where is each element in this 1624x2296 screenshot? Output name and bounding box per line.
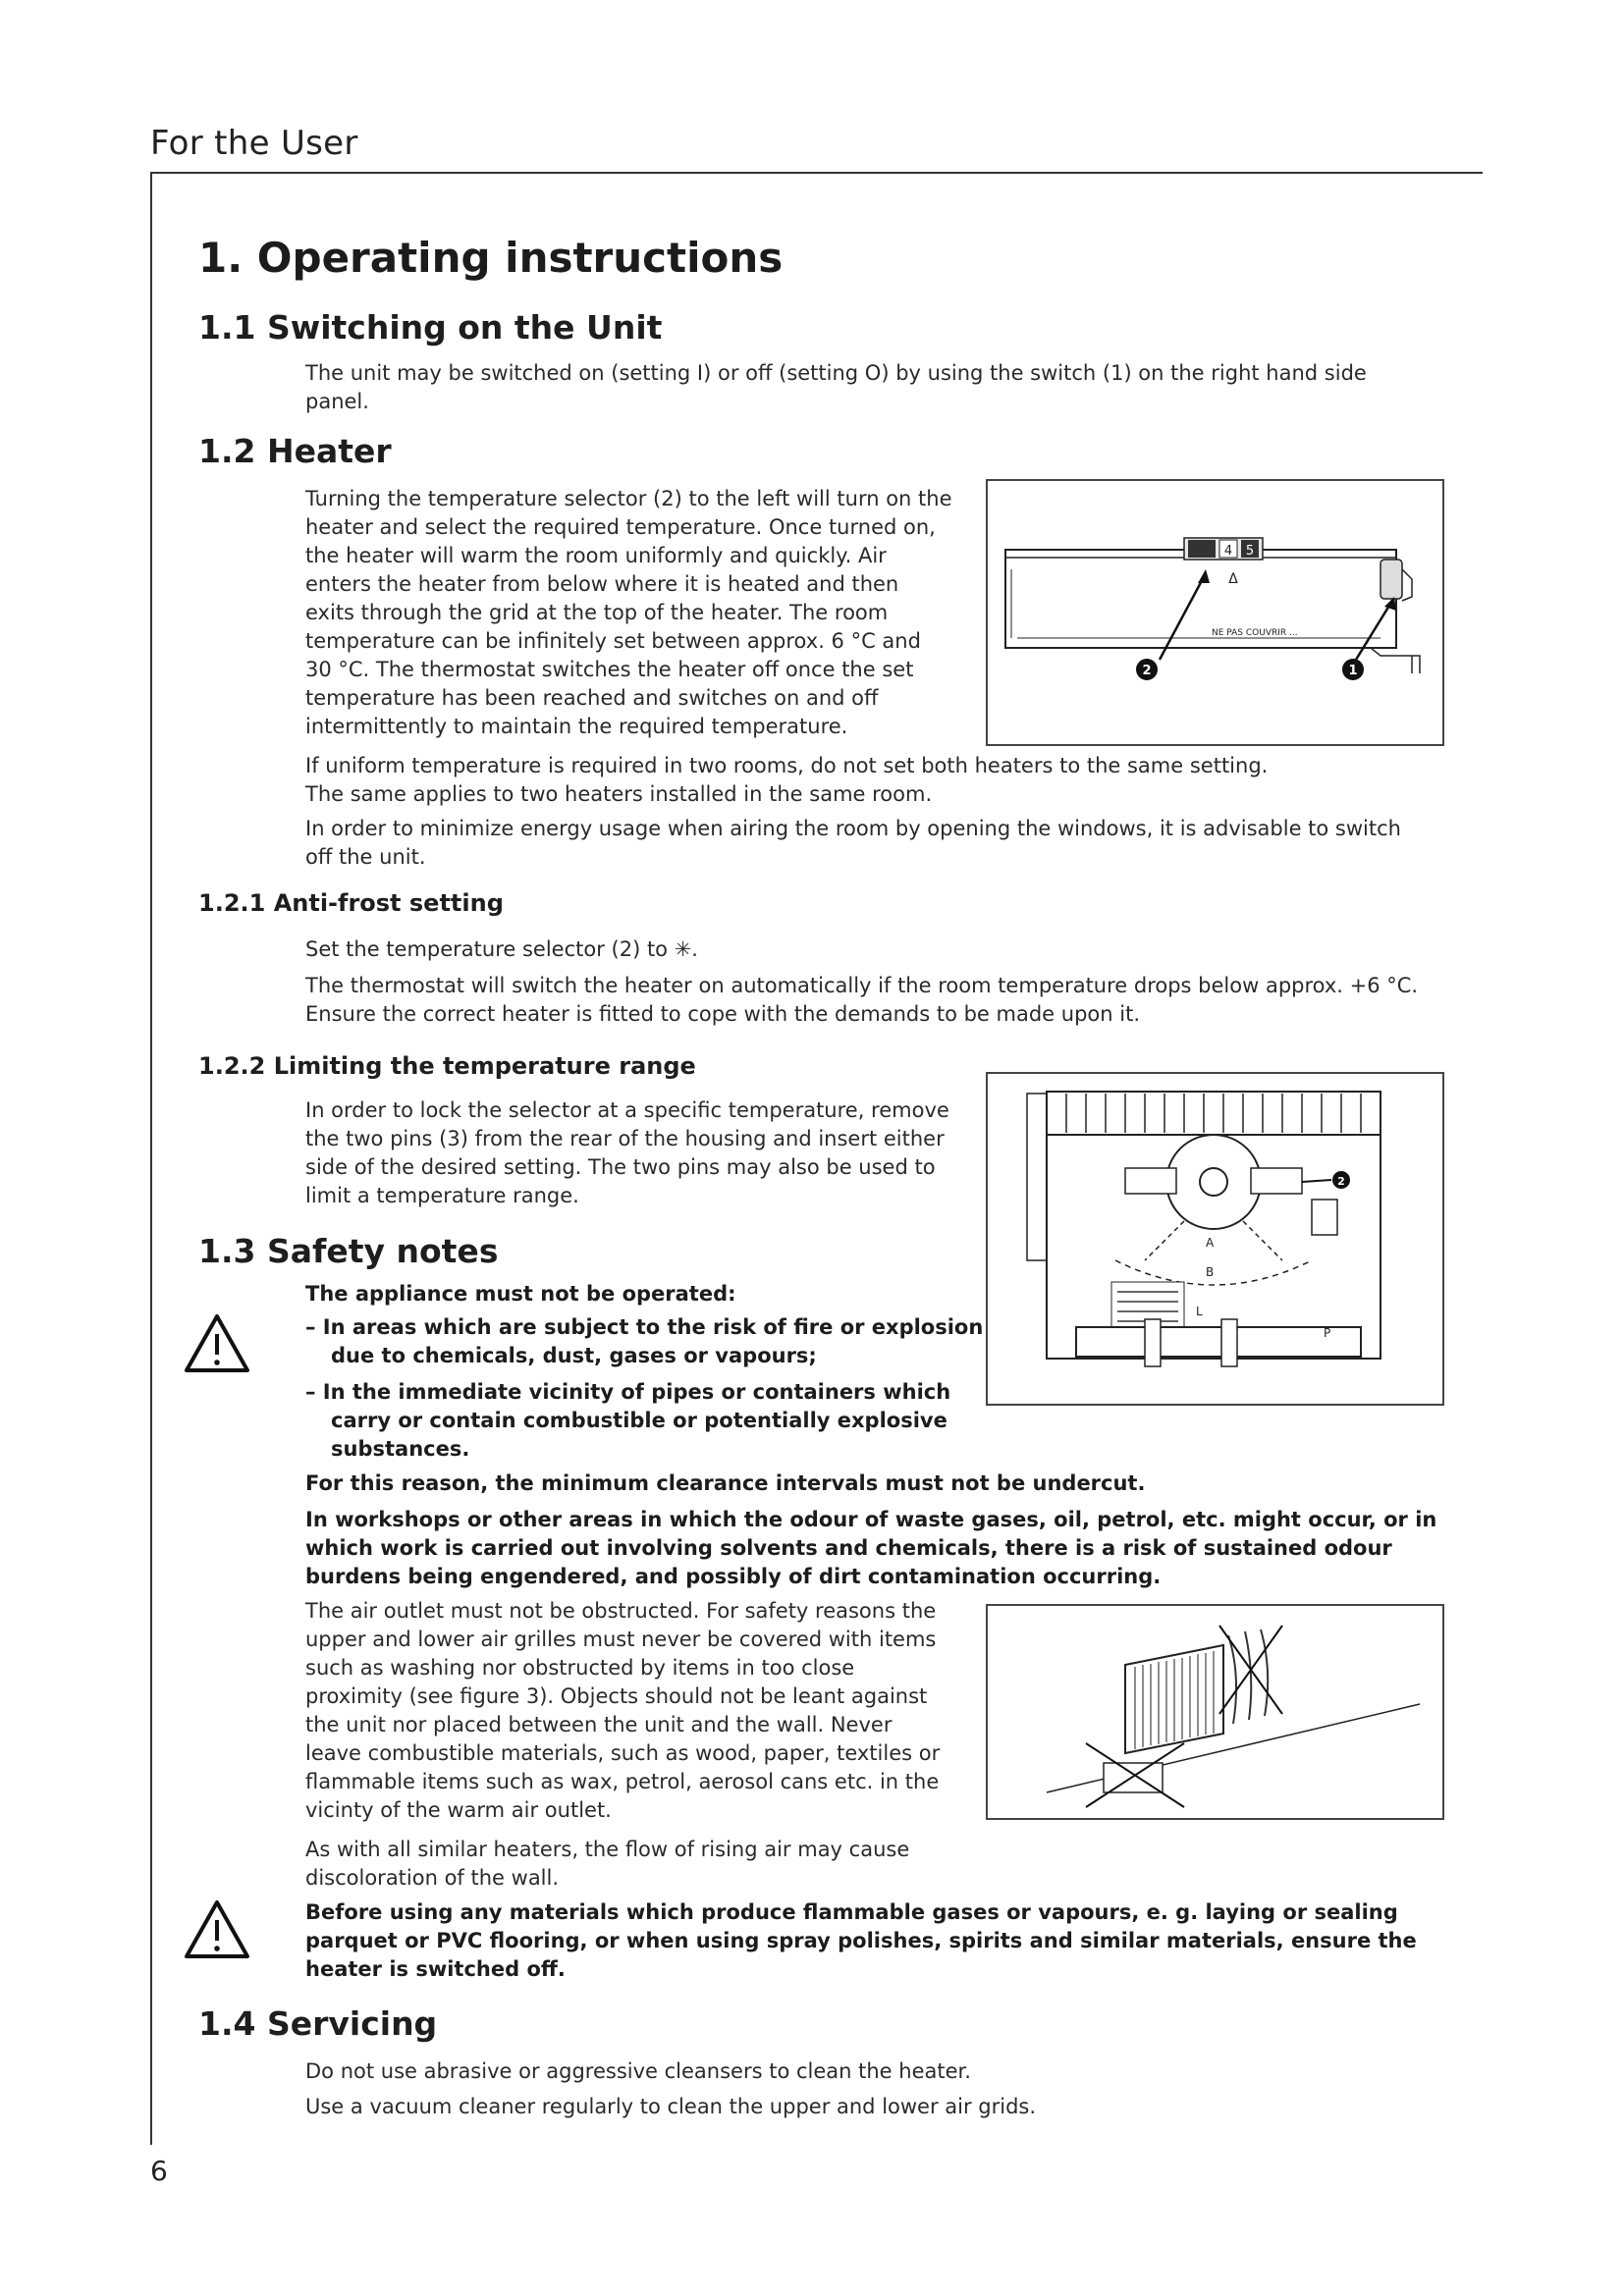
warning-icon: [183, 1311, 251, 1374]
housing-diagram: [988, 1074, 1442, 1404]
heading-1-2: 1.2 Heater: [198, 432, 392, 470]
header-rule: [150, 172, 1483, 174]
s1-2-1-p1: Set the temperature selector (2) to ✳.: [305, 937, 698, 961]
heading-1-4: 1.4 Servicing: [198, 2004, 438, 2043]
page-number: 6: [150, 2155, 168, 2187]
heading-1-3: 1.3 Safety notes: [198, 1232, 499, 1270]
clearance-diagram: [988, 1606, 1442, 1818]
safety-workshops: In workshops or other areas in which the odour of waste gases, oil, petrol, etc. might occur, or in which work is carried out involving solvents and chemicals, there is a risk of sustained odour burdens being engendered, and possibly of dirt contamination occurring.: [305, 1508, 1437, 1588]
safety-warning-2: Before using any materials which produce flammable gases or vapours, e. g. laying or sealing parquet or PVC flooring, or when using spray polishes, spirits and similar materials, ensure the heater is switched off.: [305, 1900, 1417, 1981]
s1-2-p3: In order to minimize energy usage when airing the room by opening the windows, it is advisable to switch off the unit.: [305, 817, 1401, 869]
running-header: For the User: [150, 124, 358, 163]
heater-diagram: [988, 481, 1442, 744]
safety-outlet: The air outlet must not be obstructed. For safety reasons the upper and lower air grilles must never be covered with items such as washing nor obstructed by items in too close proximity (see figure 3). Objects should not be leant against the unit nor placed between the unit and the wall. Never leave combustible materials, such as wood, paper, textiles or flammable items such as wax, petrol, aerosol cans etc. in the vicinty of the warm air outlet.: [305, 1599, 941, 1822]
fig2-label-a: A: [1206, 1236, 1215, 1250]
safety-clearance: For this reason, the minimum clearance intervals must not be undercut.: [305, 1471, 1146, 1495]
heading-1-2-1: 1.2.1 Anti-frost setting: [198, 889, 504, 917]
fig1-label: NE PAS COUVRIR ...: [1212, 628, 1298, 638]
fig2-label-l: L: [1196, 1305, 1203, 1318]
fig2-label-p: P: [1324, 1326, 1331, 1340]
s1-2-p1: Turning the temperature selector (2) to the left will turn on the heater and select the required temperature. Once turned on, the heater will warm the room uniformly and quickly. Air enters the heater from below where it is heated and then exits through the grid at the top of the heater. The room temperature can be infinitely set between approx. 6 °C and 30 °C. The thermostat switches the heater off once the set temperature has been reached and switches on and off intermittently to maintain the required temperature.: [305, 487, 952, 738]
s1-4-p1: Do not use abrasive or aggressive cleansers to clean the heater.: [305, 2059, 971, 2083]
fig1-callout-1: 1: [1348, 664, 1358, 678]
safety-bullet-2: – In the immediate vicinity of pipes or containers which carry or contain combustible or potentially explosive substances.: [305, 1380, 951, 1461]
housing-figure: [986, 1072, 1444, 1406]
s1-2-p2: If uniform temperature is required in two rooms, do not set both heaters to the same setting. The same applies to two heaters installed in the same room.: [305, 754, 1269, 806]
s1-2-1-p2: The thermostat will switch the heater on automatically if the room temperature drops below approx. +6 °C. Ensure the correct heater is fitted to cope with the demands to be made upon it.: [305, 974, 1419, 1026]
section-title: 1. Operating instructions: [198, 234, 784, 282]
s1-1-text: The unit may be switched on (setting I) or off (setting O) by using the switch (1) on the right hand side panel.: [305, 361, 1367, 413]
fig2-label-b: B: [1206, 1265, 1215, 1279]
s1-4-p2: Use a vacuum cleaner regularly to clean the upper and lower air grids.: [305, 2095, 1037, 2118]
clearance-figure: [986, 1604, 1444, 1820]
dial-number-5: 5: [1245, 544, 1255, 559]
heater-figure: [986, 479, 1444, 746]
safety-discoloration: As with all similar heaters, the flow of rising air may cause discoloration of the wall.: [305, 1838, 910, 1890]
dial-number-4: 4: [1223, 544, 1233, 559]
dial-mark: Δ: [1228, 571, 1238, 587]
s1-2-2-p1: In order to lock the selector at a specific temperature, remove the two pins (3) from the rear of the housing and insert either side of the desired setting. The two pins may also be used to limit a temperature range.: [305, 1098, 949, 1207]
safety-lead: The appliance must not be operated:: [305, 1282, 736, 1306]
warning-icon: [183, 1897, 251, 1960]
margin-rule: [150, 172, 152, 2145]
fig1-callout-2: 2: [1142, 664, 1152, 678]
heading-1-1: 1.1 Switching on the Unit: [198, 308, 663, 347]
heading-1-2-2: 1.2.2 Limiting the temperature range: [198, 1052, 696, 1080]
fig2-callout-2: 2: [1337, 1175, 1345, 1188]
safety-bullet-1: – In areas which are subject to the risk of fire or explosion due to chemicals, dust, gases or vapours;: [305, 1315, 984, 1367]
